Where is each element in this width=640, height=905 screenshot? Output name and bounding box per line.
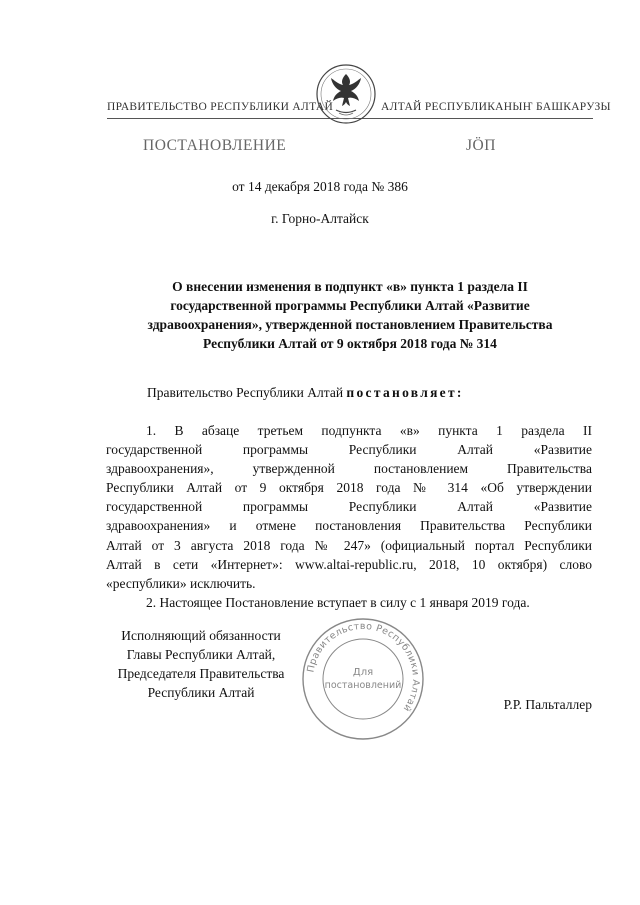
position-line: Исполняющий обязанности [121, 628, 281, 643]
document-title [80, 277, 620, 353]
header-right-org: АЛТАЙ РЕСПУБЛИКАНЫҤ БАШКАРУЗЫ [381, 101, 611, 113]
body-line: Алтай от 3 августа 2018 года № 247» (официальный портал Республики [106, 537, 592, 553]
stamp-inner-line: Для [352, 667, 374, 678]
doc-type-right: ЈÖП [466, 137, 496, 154]
body-line: государственной программы Республики Алтай «Развитие [106, 499, 592, 515]
stamp-inner-line: постановлений [324, 680, 402, 691]
body-line: государственной программы Республики Алтай «Развитие [106, 442, 592, 458]
title-line: государственной программы Республики Алтай «Развитие [170, 298, 530, 313]
title-line: Республики Алтай от 9 октября 2018 года № 314 [203, 336, 497, 351]
body-line: здравоохранения» и отмене постановления Правительства Республики [106, 518, 592, 534]
title-line: О внесении изменения в подпункт «в» пункта 1 раздела II [172, 279, 528, 294]
preamble-decision-word: постановляет: [346, 385, 464, 400]
title-line: здравоохранения», утвержденной постановлением Правительства [147, 317, 553, 332]
body-line: здравоохранения», утвержденной постановлением Правительства [106, 461, 592, 477]
preamble [147, 385, 464, 401]
body-line: «республики» исключить. [106, 575, 256, 591]
official-stamp [299, 615, 427, 743]
document-body [106, 421, 592, 612]
header-left-org: ПРАВИТЕЛЬСТВО РЕСПУБЛИКИ АЛТАЙ [107, 101, 334, 113]
document-date-number: от 14 декабря 2018 года № 386 [232, 179, 408, 194]
preamble-text: Правительство Республики Алтай [147, 385, 347, 400]
stamp-outer-text: Правительство Республики Алтай [305, 620, 422, 714]
position-line: Председателя Правительства [117, 666, 285, 681]
position-line: Главы Республики Алтай, [126, 647, 276, 662]
doc-type-left: ПОСТАНОВЛЕНИЕ [143, 137, 287, 154]
body-line: Алтай в сети «Интернет»: www.altai-republic.ru, 2018, 10 октября) слово [106, 556, 592, 572]
document-place: г. Горно-Алтайск [271, 211, 369, 226]
body-line: 1. В абзаце третьем подпункта «в» пункта 1 раздела II [146, 423, 592, 438]
republic-altai-emblem-icon [314, 62, 378, 126]
position-line: Республики Алтай [147, 685, 255, 700]
body-line: 2. Настоящее Постановление вступает в силу с 1 января 2019 года. [146, 594, 530, 610]
body-line: Республики Алтай от 9 октября 2018 года № 314 «Об утверждении [106, 480, 592, 496]
signatory-position [106, 626, 296, 702]
signer-name: Р.Р. Пальталлер [503, 697, 592, 712]
